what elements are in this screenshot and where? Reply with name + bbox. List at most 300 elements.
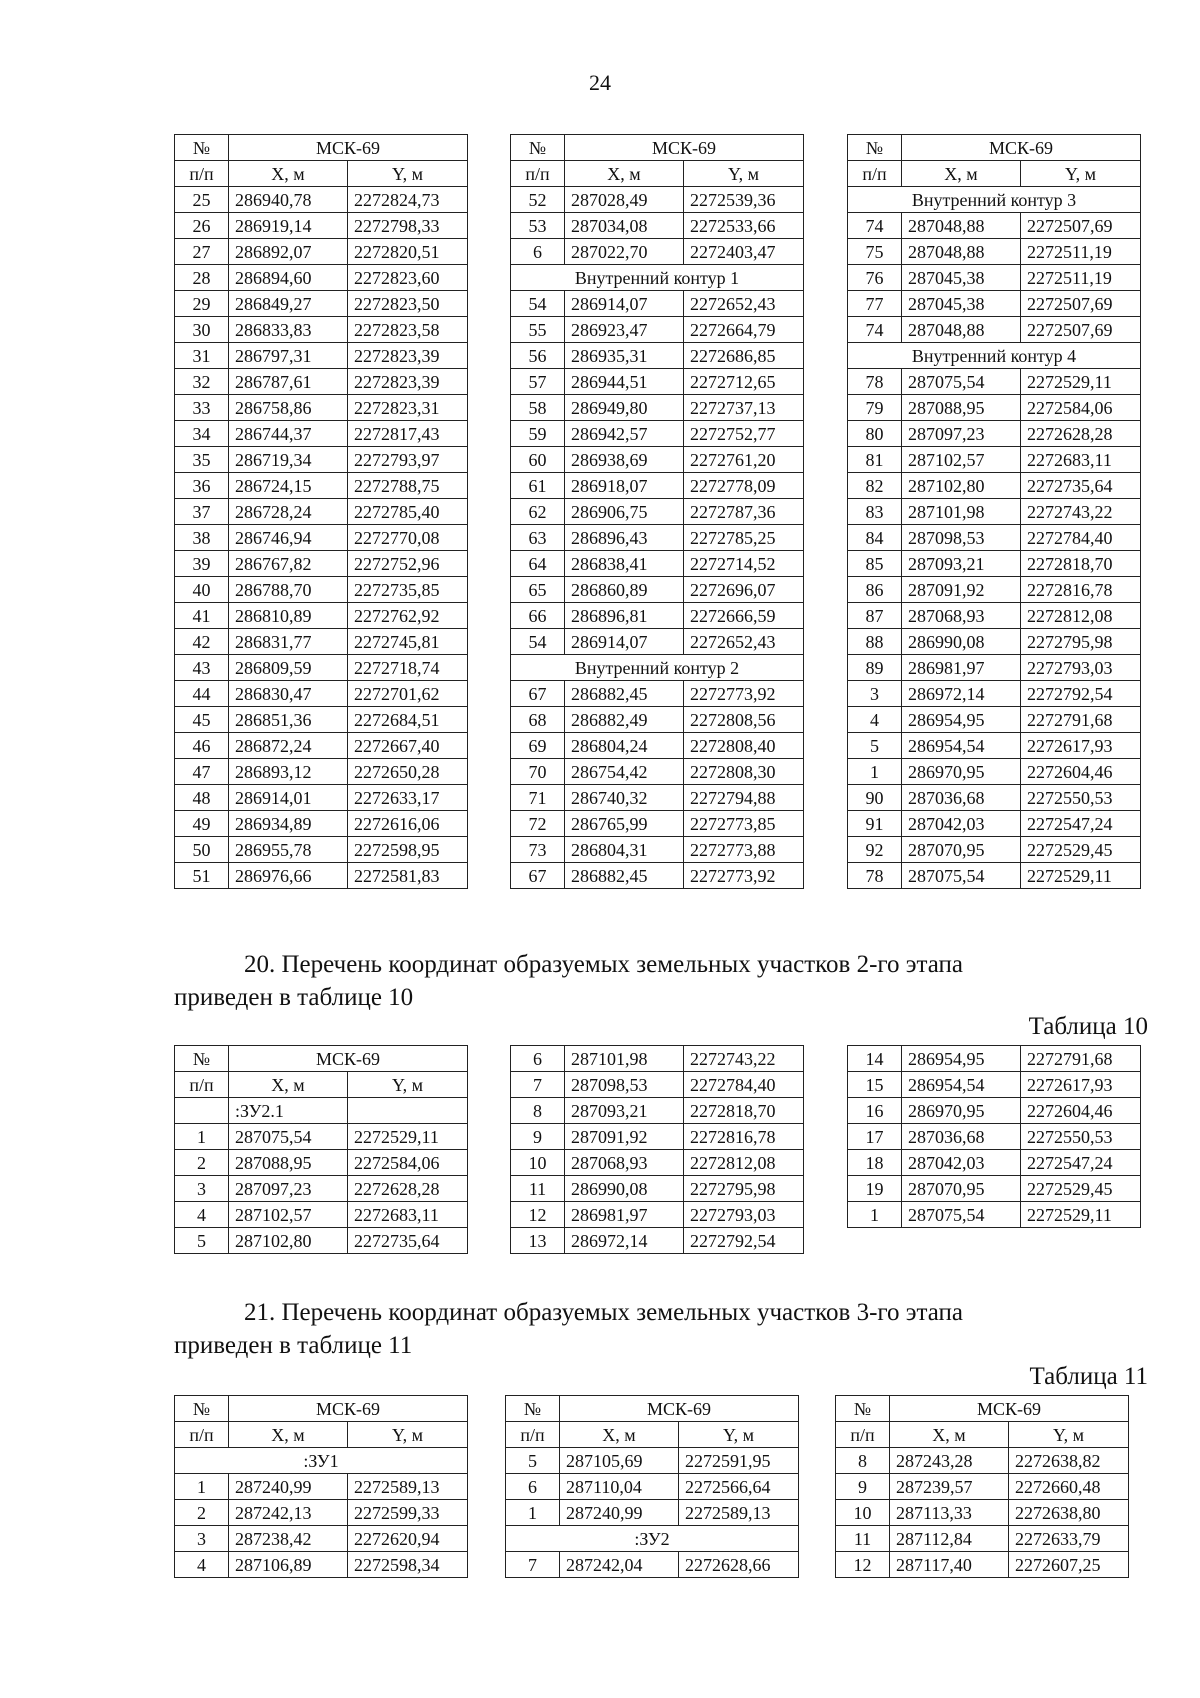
table10-caption: Таблица 10	[1028, 1013, 1148, 1040]
point-number: 4	[175, 1552, 229, 1578]
coord-y: 2272638,80	[1009, 1500, 1129, 1526]
coord-x: 286804,24	[565, 733, 684, 759]
header-row	[175, 161, 468, 187]
coord-y: 2272817,43	[348, 421, 468, 447]
point-number: 68	[511, 707, 565, 733]
table-row	[511, 785, 804, 811]
coord-y: 2272795,98	[1021, 629, 1141, 655]
point-number: 88	[848, 629, 902, 655]
paragraph-20-line2: приведен в таблице 10	[174, 984, 414, 1011]
point-number: 78	[848, 369, 902, 395]
coord-x: 286954,95	[902, 707, 1021, 733]
coord-x: 286918,07	[565, 473, 684, 499]
header-y: Y, м	[679, 1422, 799, 1448]
point-number: 2	[175, 1150, 229, 1176]
point-number: 14	[848, 1046, 902, 1072]
table-row	[848, 681, 1141, 707]
point-number: 70	[511, 759, 565, 785]
point-number: 74	[848, 317, 902, 343]
table-row	[511, 655, 804, 681]
coord-y: 2272787,36	[684, 499, 804, 525]
coord-y	[348, 1098, 468, 1124]
point-number: 64	[511, 551, 565, 577]
table-row	[175, 681, 468, 707]
header-num: п/п	[836, 1422, 890, 1448]
coord-y: 2272743,22	[1021, 499, 1141, 525]
coord-y: 2272683,11	[1021, 447, 1141, 473]
coord-x: 287088,95	[229, 1150, 348, 1176]
table-row	[506, 1474, 799, 1500]
coord-x: 287042,03	[902, 1150, 1021, 1176]
point-number: 30	[175, 317, 229, 343]
coord-x: 286972,14	[902, 681, 1021, 707]
coord-x: 286882,45	[565, 681, 684, 707]
point-number: 8	[511, 1098, 565, 1124]
coord-y: 2272652,43	[684, 291, 804, 317]
coord-x: 286872,24	[229, 733, 348, 759]
table-row	[848, 837, 1141, 863]
coord-y: 2272778,09	[684, 473, 804, 499]
coord-x: 286954,54	[902, 1072, 1021, 1098]
point-number: 19	[848, 1176, 902, 1202]
coord-x: 286892,07	[229, 239, 348, 265]
coord-x: 286935,31	[565, 343, 684, 369]
coord-x: 287091,92	[902, 577, 1021, 603]
coord-x: 287110,04	[560, 1474, 679, 1500]
table11-caption: Таблица 11	[1029, 1363, 1148, 1390]
coord-x: 286938,69	[565, 447, 684, 473]
table-row	[175, 213, 468, 239]
coord-y: 2272818,70	[684, 1098, 804, 1124]
header-row	[175, 135, 468, 161]
coord-y: 2272633,17	[348, 785, 468, 811]
point-number: 9	[836, 1474, 890, 1500]
coord-x: 286830,47	[229, 681, 348, 707]
point-number: 54	[511, 629, 565, 655]
table-row	[511, 499, 804, 525]
point-number: 11	[511, 1176, 565, 1202]
table-row	[848, 1176, 1141, 1202]
table-row	[175, 629, 468, 655]
coord-y: 2272529,11	[1021, 369, 1141, 395]
table10-right	[847, 1045, 1141, 1228]
coord-x: 287093,21	[565, 1098, 684, 1124]
coord-y: 2272684,51	[348, 707, 468, 733]
coord-y: 2272539,36	[684, 187, 804, 213]
coord-x: :ЗУ2.1	[229, 1098, 348, 1124]
table-row	[175, 1124, 468, 1150]
table-row	[848, 187, 1141, 213]
point-number: 15	[848, 1072, 902, 1098]
header-system: МСК-69	[902, 135, 1141, 161]
coord-x: 287243,28	[890, 1448, 1009, 1474]
point-number: 87	[848, 603, 902, 629]
table-row	[848, 265, 1141, 291]
table-row	[175, 525, 468, 551]
coord-y: 2272737,13	[684, 395, 804, 421]
point-number: 33	[175, 395, 229, 421]
point-number: 90	[848, 785, 902, 811]
point-number: 7	[506, 1552, 560, 1578]
header-row	[175, 1422, 468, 1448]
point-number: 47	[175, 759, 229, 785]
table-row	[511, 707, 804, 733]
coord-y: 2272598,34	[348, 1552, 468, 1578]
coord-y: 2272743,22	[684, 1046, 804, 1072]
paragraph-20	[174, 948, 1134, 1014]
coord-x: 286719,34	[229, 447, 348, 473]
table-row	[848, 863, 1141, 889]
point-number: 31	[175, 343, 229, 369]
header-num: №	[836, 1396, 890, 1422]
point-number: 63	[511, 525, 565, 551]
coord-x: 287048,88	[902, 239, 1021, 265]
point-number: 3	[175, 1176, 229, 1202]
point-number: 51	[175, 863, 229, 889]
coord-y: 2272529,11	[1021, 1202, 1141, 1228]
coord-x: 286797,31	[229, 343, 348, 369]
header-x: Х, м	[902, 161, 1021, 187]
table-row	[175, 1228, 468, 1254]
point-number: 17	[848, 1124, 902, 1150]
coord-x: 287045,38	[902, 265, 1021, 291]
header-num: №	[511, 135, 565, 161]
header-row	[175, 1046, 468, 1072]
table-row	[848, 655, 1141, 681]
table-row	[848, 369, 1141, 395]
point-number: 84	[848, 525, 902, 551]
table-row	[175, 1526, 468, 1552]
point-number: 43	[175, 655, 229, 681]
point-number: 13	[511, 1228, 565, 1254]
table-row	[511, 525, 804, 551]
point-number: 9	[511, 1124, 565, 1150]
point-number: 74	[848, 213, 902, 239]
point-number: 37	[175, 499, 229, 525]
table-row	[511, 213, 804, 239]
table-row	[511, 577, 804, 603]
section-label: :ЗУ2	[506, 1526, 799, 1552]
coord-x: 287242,13	[229, 1500, 348, 1526]
table-row	[511, 681, 804, 707]
table-row	[836, 1448, 1129, 1474]
point-number: 38	[175, 525, 229, 551]
table-row	[511, 1098, 804, 1124]
coord-x: 286955,78	[229, 837, 348, 863]
table-row	[511, 733, 804, 759]
point-number: 36	[175, 473, 229, 499]
point-number: 8	[836, 1448, 890, 1474]
coord-y: 2272784,40	[684, 1072, 804, 1098]
table-row	[511, 265, 804, 291]
paragraph-20-line1: 20. Перечень координат образуемых земельных участков 2-го этапа	[244, 951, 963, 978]
section-label: Внутренний контур 3	[848, 187, 1141, 213]
table-row	[175, 811, 468, 837]
coord-x: 286990,08	[565, 1176, 684, 1202]
coord-x: 286804,31	[565, 837, 684, 863]
table-row	[175, 1150, 468, 1176]
coord-y: 2272735,64	[1021, 473, 1141, 499]
header-x: Х, м	[229, 1422, 348, 1448]
table-row	[506, 1552, 799, 1578]
coord-y: 2272628,66	[679, 1552, 799, 1578]
coord-y: 2272812,08	[1021, 603, 1141, 629]
table-row	[511, 837, 804, 863]
coord-x: 287068,93	[902, 603, 1021, 629]
coord-x: 286788,70	[229, 577, 348, 603]
coord-y: 2272617,93	[1021, 733, 1141, 759]
point-number: 3	[175, 1526, 229, 1552]
point-number: 5	[848, 733, 902, 759]
coord-y: 2272529,45	[1021, 1176, 1141, 1202]
coord-y: 2272823,60	[348, 265, 468, 291]
coord-y: 2272785,40	[348, 499, 468, 525]
coord-x: 287070,95	[902, 837, 1021, 863]
table-row	[175, 421, 468, 447]
point-number: 69	[511, 733, 565, 759]
point-number: 3	[848, 681, 902, 707]
point-number: 92	[848, 837, 902, 863]
coord-y: 2272816,78	[684, 1124, 804, 1150]
coord-x: 286894,60	[229, 265, 348, 291]
coord-x: 287022,70	[565, 239, 684, 265]
table-row	[511, 291, 804, 317]
coord-y: 2272712,65	[684, 369, 804, 395]
table-row	[175, 1474, 468, 1500]
point-number: 7	[511, 1072, 565, 1098]
point-number: 76	[848, 265, 902, 291]
coord-y: 2272773,88	[684, 837, 804, 863]
point-number: 27	[175, 239, 229, 265]
table-row	[848, 759, 1141, 785]
coord-y: 2272589,13	[679, 1500, 799, 1526]
table-row	[848, 447, 1141, 473]
coord-y: 2272792,54	[1021, 681, 1141, 707]
coord-y: 2272616,06	[348, 811, 468, 837]
table-row	[175, 759, 468, 785]
coord-y: 2272584,06	[1021, 395, 1141, 421]
coord-y: 2272598,95	[348, 837, 468, 863]
coord-y: 2272812,08	[684, 1150, 804, 1176]
coord-x: 287034,08	[565, 213, 684, 239]
coord-y: 2272823,50	[348, 291, 468, 317]
coord-x: 286744,37	[229, 421, 348, 447]
point-number: 80	[848, 421, 902, 447]
section-label: Внутренний контур 4	[848, 343, 1141, 369]
coord-y: 2272718,74	[348, 655, 468, 681]
coord-x: 286810,89	[229, 603, 348, 629]
coord-y: 2272818,70	[1021, 551, 1141, 577]
table-row	[511, 1176, 804, 1202]
coord-y: 2272735,64	[348, 1228, 468, 1254]
point-number: 5	[175, 1228, 229, 1254]
point-number: 75	[848, 239, 902, 265]
coord-y: 2272664,79	[684, 317, 804, 343]
point-number: 89	[848, 655, 902, 681]
coord-x: 286896,43	[565, 525, 684, 551]
coord-y: 2272581,83	[348, 863, 468, 889]
coord-x: 286860,89	[565, 577, 684, 603]
table-row	[848, 1202, 1141, 1228]
point-number: 6	[511, 239, 565, 265]
coord-y: 2272816,78	[1021, 577, 1141, 603]
point-number: 26	[175, 213, 229, 239]
table-row	[848, 1124, 1141, 1150]
coord-y: 2272823,39	[348, 343, 468, 369]
coord-x: 287105,69	[560, 1448, 679, 1474]
point-number: 55	[511, 317, 565, 343]
coord-x: 286914,01	[229, 785, 348, 811]
coord-y: 2272773,85	[684, 811, 804, 837]
coord-y: 2272792,54	[684, 1228, 804, 1254]
coord-y: 2272599,33	[348, 1500, 468, 1526]
coord-y: 2272686,85	[684, 343, 804, 369]
point-number: 42	[175, 629, 229, 655]
point-number: 44	[175, 681, 229, 707]
header-system: МСК-69	[560, 1396, 799, 1422]
table-row	[175, 187, 468, 213]
point-number: 41	[175, 603, 229, 629]
header-num: п/п	[511, 161, 565, 187]
coord-y: 2272793,03	[684, 1202, 804, 1228]
point-number: 46	[175, 733, 229, 759]
table-row	[175, 499, 468, 525]
point-number: 5	[506, 1448, 560, 1474]
coord-y: 2272550,53	[1021, 1124, 1141, 1150]
coord-x: 287240,99	[560, 1500, 679, 1526]
table-row	[848, 785, 1141, 811]
header-y: Y, м	[348, 161, 468, 187]
coord-x: 286882,49	[565, 707, 684, 733]
point-number: 1	[848, 1202, 902, 1228]
table-row	[175, 863, 468, 889]
table-row	[511, 473, 804, 499]
point-number: 53	[511, 213, 565, 239]
table-row	[511, 421, 804, 447]
coord-x: 287242,04	[560, 1552, 679, 1578]
table-row	[175, 1202, 468, 1228]
header-system: МСК-69	[229, 1396, 468, 1422]
table-row	[511, 1072, 804, 1098]
coord-y: 2272667,40	[348, 733, 468, 759]
point-number: 67	[511, 863, 565, 889]
table-row	[511, 759, 804, 785]
coord-y: 2272529,11	[348, 1124, 468, 1150]
coord-y: 2272620,94	[348, 1526, 468, 1552]
coord-x: 287101,98	[565, 1046, 684, 1072]
coord-y: 2272784,40	[1021, 525, 1141, 551]
coord-y: 2272745,81	[348, 629, 468, 655]
coord-x: 287075,54	[902, 369, 1021, 395]
header-num: №	[175, 1046, 229, 1072]
coord-x: 286923,47	[565, 317, 684, 343]
coord-x: 286914,07	[565, 629, 684, 655]
header-num: п/п	[848, 161, 902, 187]
table-row	[511, 1202, 804, 1228]
coord-x: 287088,95	[902, 395, 1021, 421]
table-row	[848, 395, 1141, 421]
coord-y: 2272584,06	[348, 1150, 468, 1176]
point-number: 66	[511, 603, 565, 629]
header-system: МСК-69	[565, 135, 804, 161]
coord-y: 2272591,95	[679, 1448, 799, 1474]
table-row	[511, 1228, 804, 1254]
coord-y: 2272511,19	[1021, 265, 1141, 291]
point-number: 59	[511, 421, 565, 447]
coord-x: 286740,32	[565, 785, 684, 811]
table-row	[175, 603, 468, 629]
coord-x: 286990,08	[902, 629, 1021, 655]
point-number: 10	[836, 1500, 890, 1526]
header-row	[836, 1396, 1129, 1422]
coord-y: 2272628,28	[348, 1176, 468, 1202]
coord-y: 2272752,96	[348, 551, 468, 577]
point-number: 10	[511, 1150, 565, 1176]
header-system: МСК-69	[890, 1396, 1129, 1422]
table-row	[848, 239, 1141, 265]
coord-y: 2272507,69	[1021, 291, 1141, 317]
table-row	[175, 395, 468, 421]
table10-middle	[510, 1045, 804, 1254]
table-row	[511, 551, 804, 577]
coord-y: 2272714,52	[684, 551, 804, 577]
coord-y: 2272793,97	[348, 447, 468, 473]
coord-y: 2272529,11	[1021, 863, 1141, 889]
coord-x: 287098,53	[902, 525, 1021, 551]
coord-x: 287112,84	[890, 1526, 1009, 1552]
coord-x: 287075,54	[902, 863, 1021, 889]
table-row	[836, 1474, 1129, 1500]
coord-x: 286849,27	[229, 291, 348, 317]
point-number: 29	[175, 291, 229, 317]
point-number: 57	[511, 369, 565, 395]
point-number: 79	[848, 395, 902, 421]
point-number: 11	[836, 1526, 890, 1552]
point-number: 49	[175, 811, 229, 837]
point-number	[175, 1098, 229, 1124]
point-number: 35	[175, 447, 229, 473]
table-row	[175, 1176, 468, 1202]
header-row	[848, 161, 1141, 187]
table-row	[511, 1046, 804, 1072]
coord-x: 287075,54	[902, 1202, 1021, 1228]
paragraph-21-line2: приведен в таблице 11	[174, 1332, 413, 1359]
coord-x: 286728,24	[229, 499, 348, 525]
paragraph-21	[174, 1296, 1134, 1362]
point-number: 48	[175, 785, 229, 811]
coord-y: 2272824,73	[348, 187, 468, 213]
coord-x: 287091,92	[565, 1124, 684, 1150]
table-row	[848, 1072, 1141, 1098]
coord-y: 2272808,56	[684, 707, 804, 733]
table-row	[848, 421, 1141, 447]
point-number: 58	[511, 395, 565, 421]
table-row	[511, 629, 804, 655]
coord-x: 287238,42	[229, 1526, 348, 1552]
point-number: 4	[175, 1202, 229, 1228]
coord-x: 286970,95	[902, 1098, 1021, 1124]
table-row	[511, 369, 804, 395]
table11-left	[174, 1395, 468, 1578]
coord-x: 287102,80	[902, 473, 1021, 499]
point-number: 4	[848, 707, 902, 733]
coord-x: 286919,14	[229, 213, 348, 239]
header-y: Y, м	[348, 1422, 468, 1448]
coord-x: 287068,93	[565, 1150, 684, 1176]
coord-x: 286954,95	[902, 1046, 1021, 1072]
coord-y: 2272628,28	[1021, 421, 1141, 447]
table-row	[175, 317, 468, 343]
